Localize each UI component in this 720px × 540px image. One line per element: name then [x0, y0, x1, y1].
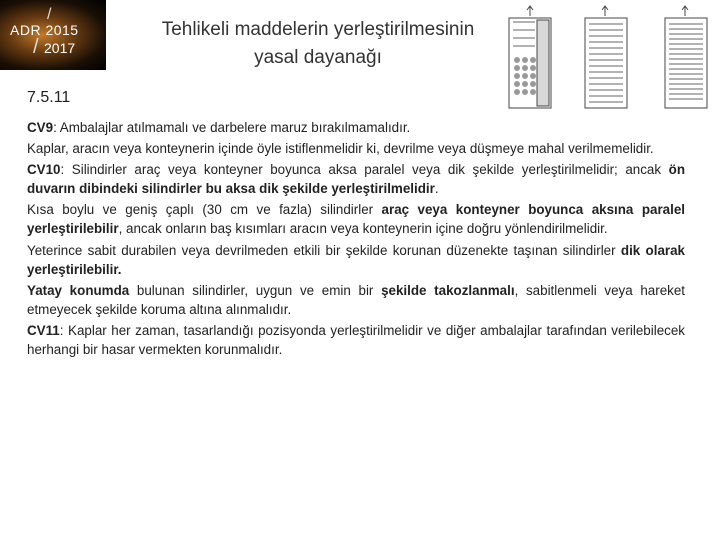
title-line-2: yasal dayanağı: [254, 47, 382, 68]
cv11-text: : Kaplar her zaman, tasarlandığı pozisyonda yerleştirilmelidir ve diğer ambalajlar tarafından verilebilecek herhangi bir hasar vermekten korunmalıdır.: [27, 322, 685, 358]
section-number: 7.5.11: [27, 89, 71, 106]
paragraph-upright-cylinders: [27, 241, 685, 279]
p5-text-1: Yeterince sabit durabilen veya devrilmeden etkili bir şekilde korunan düzenekte taşınan silindirler: [27, 242, 621, 258]
p4-text-1: Kısa boylu ve geniş çaplı (30 cm ve fazla) silindirler: [27, 202, 382, 218]
code-cv9: CV9: [27, 120, 54, 135]
p6-text-2: , sabitlenmeli veya hareket etmeyecek şekilde koruma altına alınmalıdır.: [27, 282, 686, 317]
logo-slash-bottom: /: [33, 36, 39, 58]
p6-bold-2: şekilde takozlanmalı: [381, 282, 515, 298]
p5-bold-1: dik olarak yerleştirilebilir.: [27, 242, 685, 277]
cylinder-stowage-illustration: [505, 2, 720, 120]
paragraph-short-cylinders: [27, 200, 685, 238]
cv10-bold-1: ön duvarın dibindeki silindirler bu aksa dik şekilde yerleştirilmelidir: [27, 162, 685, 197]
paragraph-cv11: [27, 321, 685, 359]
cv10-text-1: : Silindirler araç veya konteyner boyunca aksa paralel veya dik şekilde yerleştirilmelidir; ancak: [60, 162, 669, 178]
p6-text-1: bulunan silindirler, uygun ve emin bir: [129, 282, 382, 298]
adr-logo: [0, 0, 106, 70]
paragraph-cv10: [27, 160, 685, 198]
cv9-text: : Ambalajlar atılmamalı ve darbelere maruz bırakılmamalıdır.: [53, 120, 411, 135]
p4-bold-1: araç veya konteyner boyunca aksına paralel yerleştirilebilir: [27, 202, 685, 237]
cv10-text-2: .: [434, 181, 439, 197]
code-cv10: CV10: [27, 162, 61, 178]
regulation-text: [27, 118, 685, 361]
logo-year-2015: ADR 2015: [10, 22, 79, 38]
p6-bold-1: Yatay konumda: [27, 282, 130, 298]
logo-slash-top: /: [47, 6, 52, 23]
arrow-icon: [527, 6, 688, 16]
logo-year-2017: 2017: [44, 40, 76, 56]
code-cv11: CV11: [27, 322, 60, 338]
p4-text-2: , ancak onların baş kısımları aracın veya konteynerin içine doğru yönlendirilmelidir.: [118, 221, 608, 237]
page-title: [128, 16, 508, 72]
paragraph-cv9: [27, 118, 685, 137]
title-line-1: Tehlikeli maddelerin yerleştirilmesinin: [161, 19, 475, 40]
paragraph-horizontal-cylinders: [27, 281, 685, 319]
paragraph-containers: Kaplar, aracın veya konteynerin içinde öyle istiflenmelidir ki, devrilme veya düşmeye mahal verilmemelidir.: [27, 141, 654, 157]
